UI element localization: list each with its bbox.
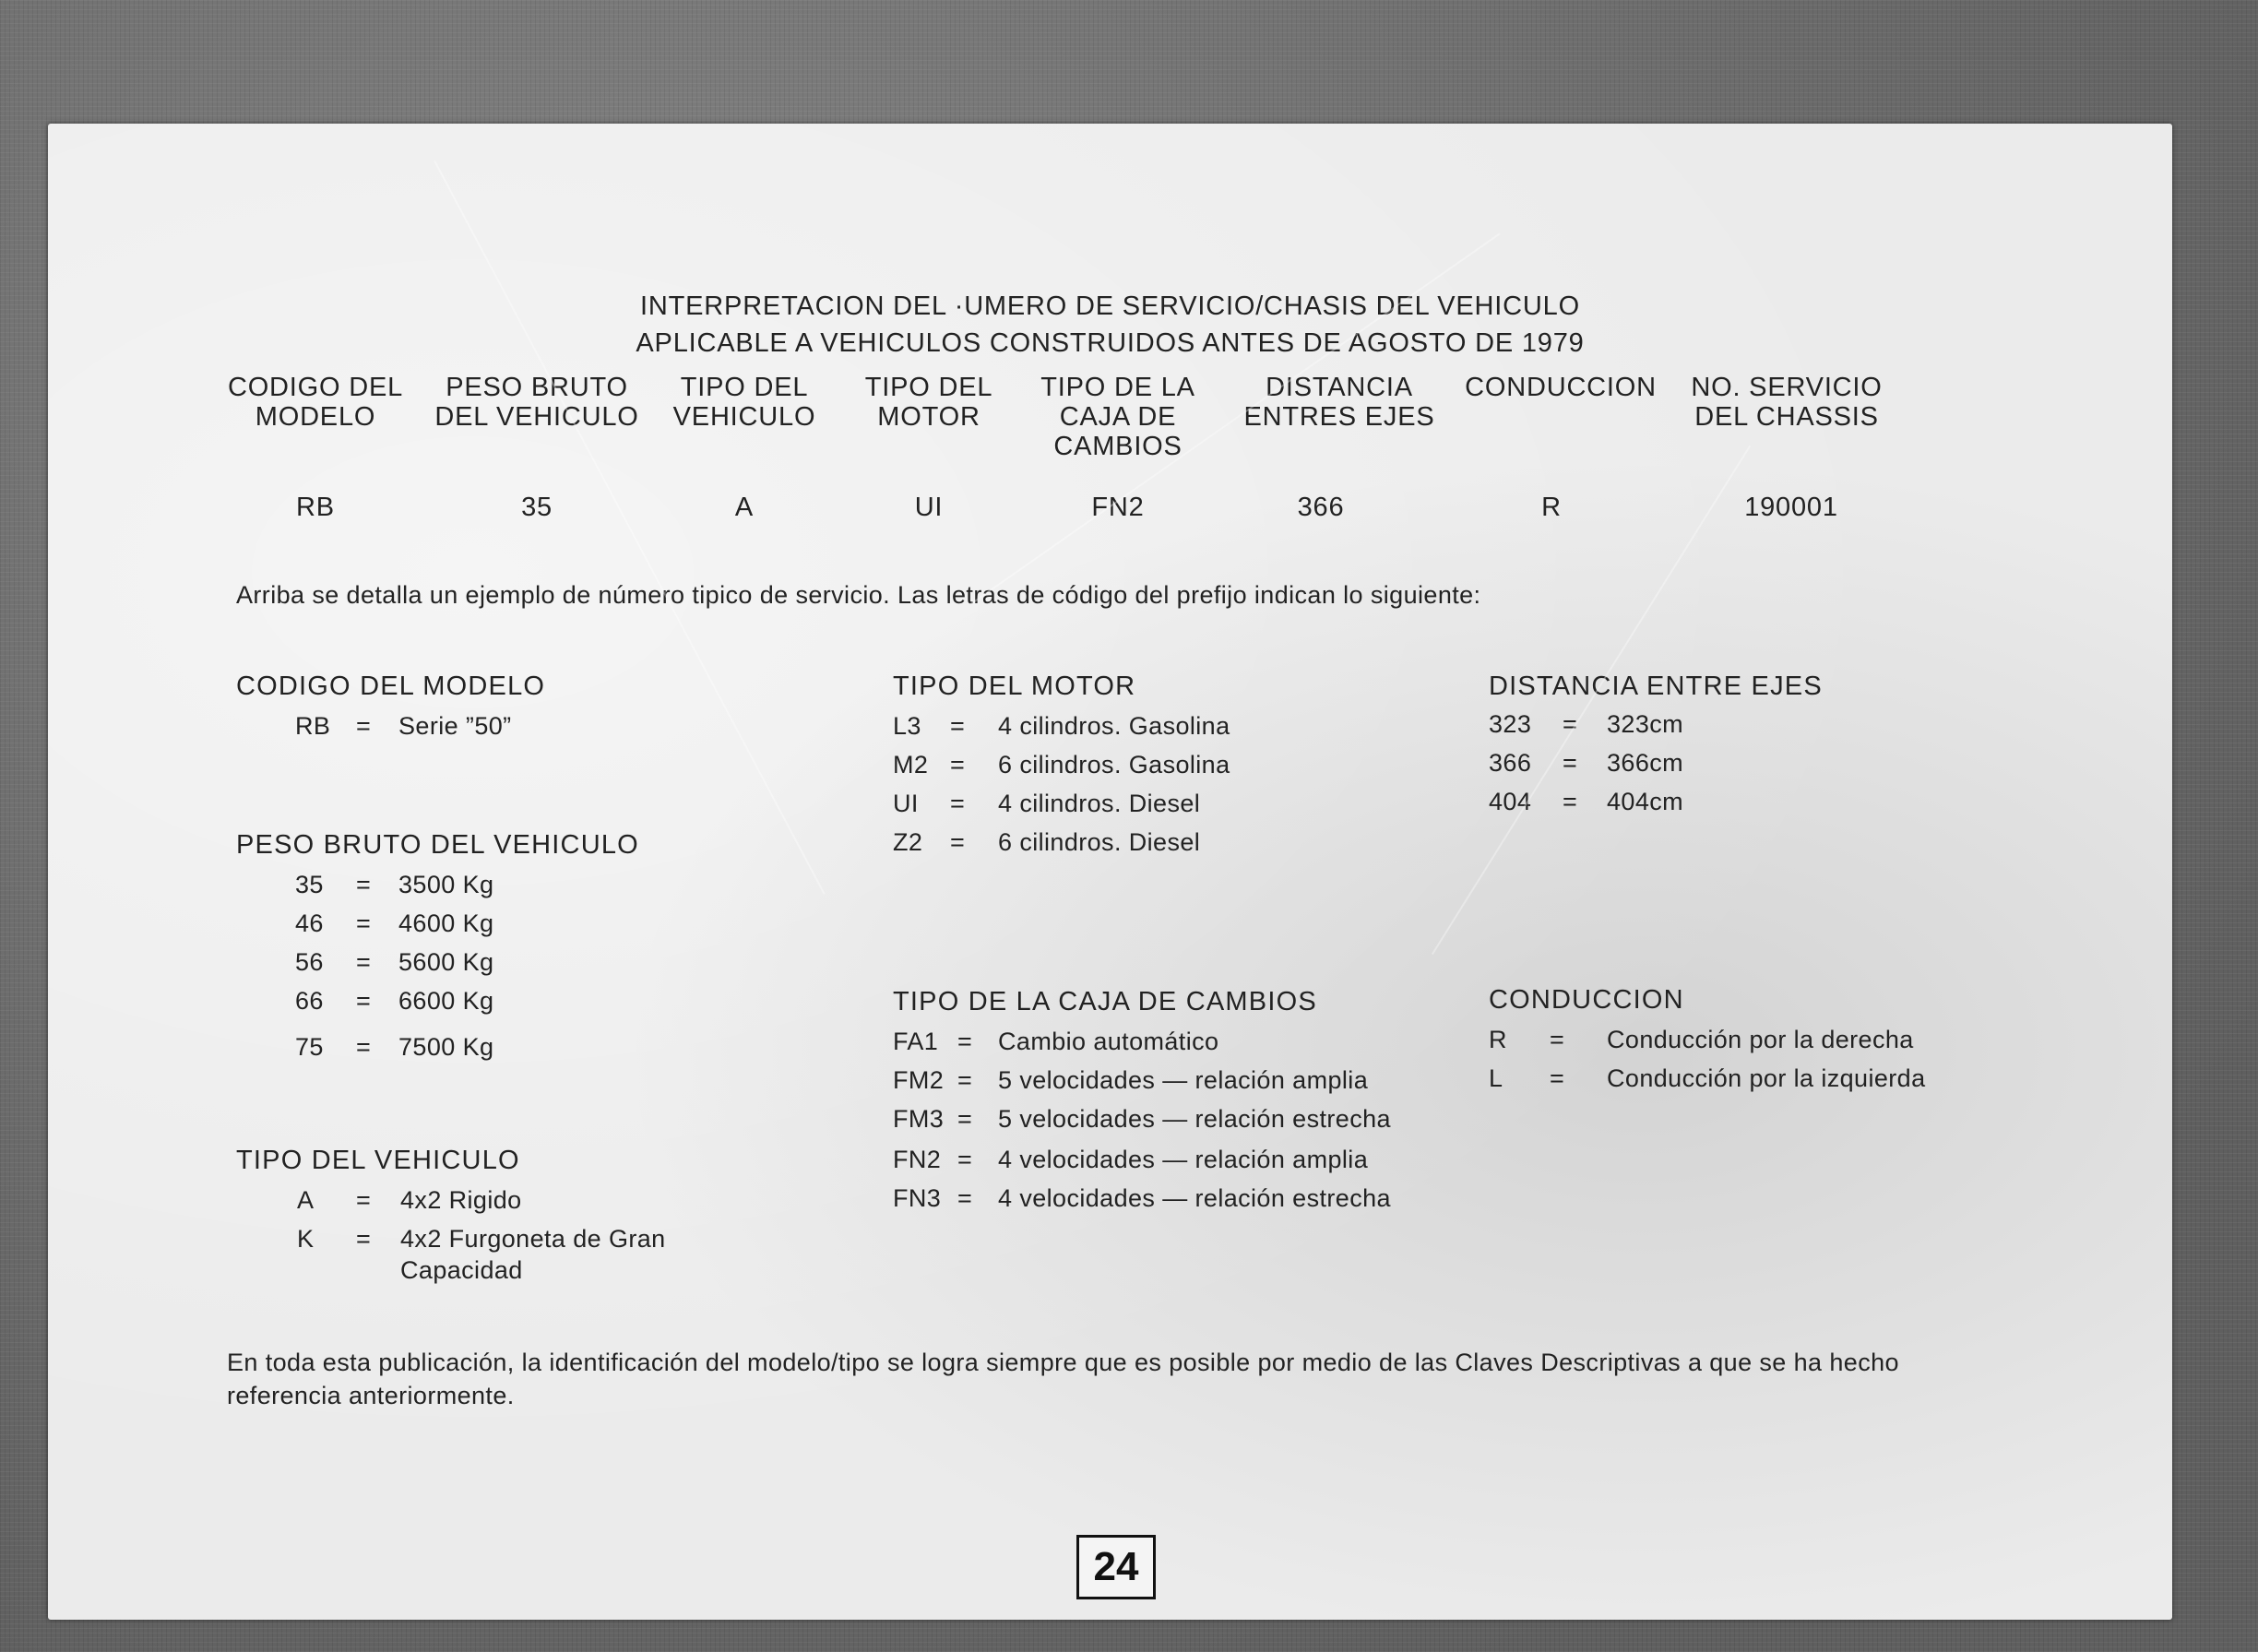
col-header-caja-cambios: TIPO DE LA CAJA DE CAMBIOS: [1040, 373, 1195, 461]
desc-caja-cambios-3: 4 velocidades — relación amplia: [998, 1146, 1369, 1173]
eq-tipo-motor-3: =: [950, 828, 966, 856]
eq-tipo-vehiculo-0: =: [356, 1186, 372, 1214]
eq-tipo-motor-2: =: [950, 790, 966, 817]
footer-line-2: referencia anteriormente.: [227, 1382, 515, 1409]
example-value-peso-bruto: 35: [521, 493, 553, 522]
code-caja-cambios-4: FN3: [893, 1184, 942, 1212]
eq-caja-cambios-3: =: [957, 1146, 973, 1173]
code-tipo-motor-1: M2: [893, 751, 929, 778]
example-value-caja-cambios: FN2: [1091, 493, 1145, 522]
desc-tipo-motor-3: 6 cilindros. Diesel: [998, 828, 1201, 856]
code-caja-cambios-1: FM2: [893, 1066, 945, 1094]
desc-peso-bruto-4: 7500 Kg: [398, 1033, 494, 1061]
eq-codigo-modelo-0: =: [356, 712, 372, 740]
desc-peso-bruto-3: 6600 Kg: [398, 987, 494, 1015]
eq-tipo-vehiculo-1: =: [356, 1225, 372, 1253]
example-value-conduccion: R: [1541, 493, 1562, 522]
col-header-distancia-ejes: DISTANCIA ENTRES EJES: [1243, 373, 1435, 432]
col-header-peso-bruto: PESO BRUTO DEL VEHICULO: [434, 373, 639, 432]
section-heading-codigo-modelo: CODIGO DEL MODELO: [236, 671, 546, 701]
code-peso-bruto-3: 66: [295, 987, 324, 1015]
code-tipo-vehiculo-0: A: [297, 1186, 315, 1214]
code-caja-cambios-2: FM3: [893, 1105, 945, 1133]
scratch-mark: [434, 160, 825, 895]
eq-peso-bruto-0: =: [356, 871, 372, 898]
eq-peso-bruto-4: =: [356, 1033, 372, 1061]
eq-peso-bruto-3: =: [356, 987, 372, 1015]
code-peso-bruto-1: 46: [295, 909, 324, 937]
desc-caja-cambios-4: 4 velocidades — relación estrecha: [998, 1184, 1391, 1212]
eq-caja-cambios-0: =: [957, 1028, 973, 1055]
desc-distancia-ejes-0: 323cm: [1607, 710, 1684, 738]
title-line-1: INTERPRETACION DEL ·UMERO DE SERVICIO/CHASIS DEL VEHICULO: [640, 291, 1580, 321]
eq-conduccion-0: =: [1550, 1026, 1565, 1053]
desc-caja-cambios-1: 5 velocidades — relación amplia: [998, 1066, 1369, 1094]
code-conduccion-1: L: [1489, 1064, 1503, 1092]
desc-tipo-motor-1: 6 cilindros. Gasolina: [998, 751, 1230, 778]
desc-distancia-ejes-1: 366cm: [1607, 749, 1684, 777]
eq-peso-bruto-1: =: [356, 909, 372, 937]
desc-tipo-vehiculo-0: 4x2 Rigido: [400, 1186, 522, 1214]
desc-conduccion-0: Conducción por la derecha: [1607, 1026, 1914, 1053]
col-header-no-servicio: NO. SERVICIO DEL CHASSIS: [1691, 373, 1883, 432]
example-value-tipo-vehiculo: A: [734, 493, 755, 522]
desc-tipo-vehiculo-1: 4x2 Furgoneta de Gran: [400, 1225, 666, 1253]
desc-tipo-motor-2: 4 cilindros. Diesel: [998, 790, 1201, 817]
eq-tipo-motor-0: =: [950, 712, 966, 740]
col-header-codigo-modelo: CODIGO DEL MODELO: [227, 373, 404, 432]
col-header-conduccion: CONDUCCION: [1465, 373, 1657, 402]
desc-caja-cambios-0: Cambio automático: [998, 1028, 1219, 1055]
eq-caja-cambios-1: =: [957, 1066, 973, 1094]
example-value-codigo-modelo: RB: [296, 493, 335, 522]
section-heading-caja-cambios: TIPO DE LA CAJA DE CAMBIOS: [893, 987, 1317, 1016]
section-heading-tipo-vehiculo: TIPO DEL VEHICULO: [236, 1146, 520, 1175]
eq-peso-bruto-2: =: [356, 948, 372, 976]
code-conduccion-0: R: [1489, 1026, 1507, 1053]
col-header-tipo-motor: TIPO DEL MOTOR: [864, 373, 993, 432]
code-tipo-motor-0: L3: [893, 712, 921, 740]
col-header-tipo-vehiculo: TIPO DEL VEHICULO: [672, 373, 816, 432]
example-value-no-servicio: 190001: [1744, 493, 1838, 522]
eq-caja-cambios-2: =: [957, 1105, 973, 1133]
desc-peso-bruto-1: 4600 Kg: [398, 909, 494, 937]
document-page: [48, 124, 2172, 1620]
section-heading-distancia-ejes: DISTANCIA ENTRE EJES: [1489, 671, 1823, 701]
desc-codigo-modelo-0: Serie ”50”: [398, 712, 512, 740]
title-line-2: APLICABLE A VEHICULOS CONSTRUIDOS ANTES DE AGOSTO DE 1979: [636, 328, 1585, 358]
desc-peso-bruto-0: 3500 Kg: [398, 871, 494, 898]
code-peso-bruto-0: 35: [295, 871, 324, 898]
code-peso-bruto-2: 56: [295, 948, 324, 976]
example-value-tipo-motor: UI: [914, 493, 944, 522]
desc-conduccion-1: Conducción por la izquierda: [1607, 1064, 1926, 1092]
eq-conduccion-1: =: [1550, 1064, 1565, 1092]
code-caja-cambios-3: FN2: [893, 1146, 942, 1173]
section-heading-conduccion: CONDUCCION: [1489, 985, 1684, 1015]
desc2-tipo-vehiculo-1: Capacidad: [400, 1256, 523, 1284]
desc-tipo-motor-0: 4 cilindros. Gasolina: [998, 712, 1230, 740]
eq-tipo-motor-1: =: [950, 751, 966, 778]
eq-caja-cambios-4: =: [957, 1184, 973, 1212]
eq-distancia-ejes-0: =: [1563, 710, 1578, 738]
eq-distancia-ejes-2: =: [1563, 788, 1578, 815]
code-distancia-ejes-0: 323: [1489, 710, 1532, 738]
eq-distancia-ejes-1: =: [1563, 749, 1578, 777]
code-caja-cambios-0: FA1: [893, 1028, 939, 1055]
code-tipo-motor-3: Z2: [893, 828, 923, 856]
section-heading-peso-bruto: PESO BRUTO DEL VEHICULO: [236, 830, 639, 860]
code-codigo-modelo-0: RB: [295, 712, 331, 740]
example-value-distancia-ejes: 366: [1297, 493, 1345, 522]
code-tipo-motor-2: UI: [893, 790, 919, 817]
code-peso-bruto-4: 75: [295, 1033, 324, 1061]
intro-text: Arriba se detalla un ejemplo de número tipico de servicio. Las letras de código del prefijo indican lo siguiente:: [236, 581, 1481, 609]
footer-line-1: En toda esta publicación, la identificación del modelo/tipo se logra siempre que es posible por medio de las Claves Descriptivas a que se ha hecho: [227, 1349, 1899, 1376]
page-number: 24: [1076, 1535, 1156, 1599]
code-tipo-vehiculo-1: K: [297, 1225, 315, 1253]
code-distancia-ejes-2: 404: [1489, 788, 1532, 815]
desc-peso-bruto-2: 5600 Kg: [398, 948, 494, 976]
desc-distancia-ejes-2: 404cm: [1607, 788, 1684, 815]
desc-caja-cambios-2: 5 velocidades — relación estrecha: [998, 1105, 1391, 1133]
section-heading-tipo-motor: TIPO DEL MOTOR: [893, 671, 1136, 701]
code-distancia-ejes-1: 366: [1489, 749, 1532, 777]
